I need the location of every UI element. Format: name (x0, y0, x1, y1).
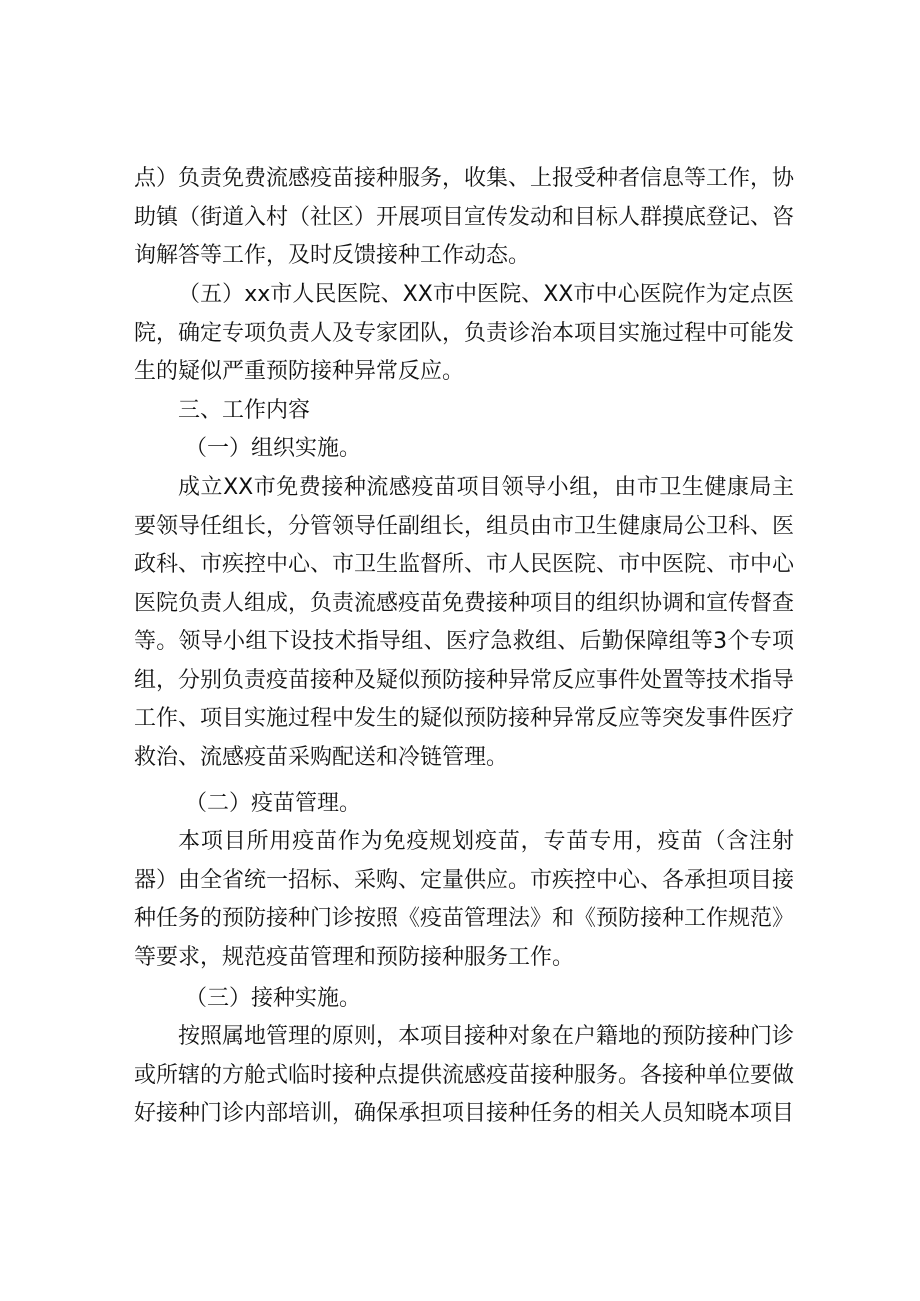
subheading-organization: （一）组织实施。 (185, 436, 362, 461)
paragraph-5-hospitals: （五）xx市人民医院、XX市中医院、XX市中心医院作为定点医院，确定专项负责人及专家团队，负责诊治本项目实施过程中可能发生的疑似严重预防接种异常反应。 (134, 282, 795, 384)
paragraph-1: 点）负责免费流感疫苗接种服务，收集、上报受种者信息等工作，协助镇（街道入村（社区）开展项目宣传发动和目标人群摸底登记、咨询解答等工作，及时反馈接种工作动态。 (134, 166, 795, 268)
subheading-vaccine-management: （二）疫苗管理。 (185, 791, 362, 816)
paragraph-organization: 成立XX市免费接种流感疫苗项目领导小组，由市卫生健康局主要领导任组长，分管领导任副组长，组员由市卫生健康局公卫科、医政科、市疾控中心、市卫生监督所、市人民医院、市中医院、市中心医院负责人组成，负责流感疫苗免费接种项目的组织协调和宣传督查等。领导小组下设技术指导组、医疗急救组、后勤保障组等3个专项组，分别负责疫苗接种及疑似预防接种异常反应事件处置等技术指导工作、项目实施过程中发生的疑似预防接种异常反应等突发事件医疗救治、流感疫苗采购配送和冷链管理。 (134, 475, 795, 770)
paragraph-vaccination: 按照属地管理的原则，本项目接种对象在户籍地的预防接种门诊或所辖的方舱式临时接种点提供流感疫苗接种服务。各接种单位要做好接种门诊内部培训，确保承担项目接种任务的相关人员知晓本项目 (134, 1024, 795, 1126)
paragraph-vaccine-management: 本项目所用疫苗作为免疫规划疫苗，专苗专用，疫苗（含注射器）由全省统一招标、采购、定量供应。市疾控中心、各承担项目接种任务的预防接种门诊按照《疫苗管理法》和《预防接种工作规范》等要求，规范疫苗管理和预防接种服务工作。 (134, 829, 795, 970)
section-heading-work-content: 三、工作内容 (178, 398, 311, 423)
subheading-vaccination: （三）接种实施。 (185, 986, 362, 1011)
